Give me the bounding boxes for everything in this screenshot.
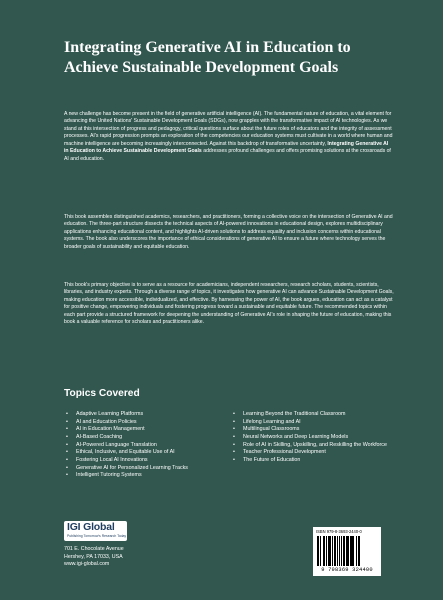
bullet-icon: • [66, 472, 68, 479]
publisher-website: www.igi-global.com [64, 561, 110, 568]
topic-label: AI in Education Management [76, 426, 145, 433]
bullet-icon: • [233, 433, 235, 440]
bullet-icon: • [233, 426, 235, 433]
topic-item [233, 442, 403, 450]
topic-label: Generative AI for Personalized Learning Tracks [76, 464, 188, 471]
description-paragraph-3 [64, 282, 394, 327]
topic-item [233, 419, 403, 427]
topic-label: Teacher Professional Development [243, 449, 326, 456]
bullet-icon: • [66, 433, 68, 440]
topic-item [66, 434, 228, 442]
description-paragraph-2 [64, 214, 394, 251]
topic-label: AI-Powered Language Translation [76, 441, 157, 448]
description-paragraph-1 [64, 111, 394, 163]
bullet-icon: • [233, 418, 235, 425]
address-line-2: Hershey, PA 17033, USA [64, 553, 123, 560]
description-text: This book's primary objective is to serve as a resource for academicians, independent researchers, research scholars, students, scientists, libraries, and industry experts. Through a diverse range of topics, it investigates how generative AI can advance Sustainable Development Goals, making education more accessible, individualized, and effective. By harnessing the power of AI, the book argues, education can act as a catalyst for positive change, empowering individuals and fostering progress toward a sustainable and equitable future. The recommended topics within each part provide a structured framework for deepening the understanding of Generative AI's role in shaping the future of education, making this book a valuable reference for scholars and practitioners alike. [64, 282, 394, 326]
address-line-1: 701 E. Chocolate Avenue [64, 546, 124, 552]
bullet-icon: • [66, 464, 68, 471]
bullet-icon: • [233, 411, 235, 417]
topic-label: Role of AI in Skilling, Upskilling, and Reskilling the Workforce [243, 441, 387, 448]
barcode-bar [360, 536, 361, 566]
topic-label: Adaptive Learning Platforms [76, 411, 144, 417]
barcode-icon [317, 536, 377, 566]
topics-list-right [233, 411, 403, 465]
topic-label: The Future of Education [243, 456, 301, 463]
publisher-logo [64, 521, 127, 541]
barcode-box [313, 527, 381, 576]
bullet-icon: • [233, 456, 235, 463]
bullet-icon: • [66, 411, 68, 417]
topic-label: AI and Education Policies [76, 418, 137, 425]
topic-item [66, 449, 228, 457]
topic-item [66, 426, 228, 434]
bullet-icon: • [66, 441, 68, 448]
topic-label: AI-Based Coaching [76, 433, 123, 440]
topic-item [66, 472, 228, 480]
publisher-logo-tagline: Publishing Tomorrow's Research Today [67, 533, 127, 538]
topic-label: Learning Beyond the Traditional Classroom [243, 411, 346, 417]
topic-item [233, 434, 403, 442]
description-text: This book assembles distinguished academics, researchers, and practitioners, forming a collective voice on the intersection of Generative AI and education. The three-part structure dissects the technical aspects of AI-powered innovations in educational design, explores multidisciplinary applications enhancing educational content, and highlights AI-driven solutions to address equality and inclusion concerns within educational systems. The book also underscores the importance of ethical considerations of generative AI to ensure a future where technology serves the broader goals of sustainability and equitable education. [64, 214, 393, 250]
barcode-digits: 9 798369 324400 [321, 567, 373, 573]
topic-label: Multilingual Classrooms [243, 426, 300, 433]
publisher-logo-text: IGI Global [67, 521, 115, 533]
bullet-icon: • [66, 418, 68, 425]
topics-list-left [66, 411, 228, 480]
topic-item [66, 411, 228, 419]
bullet-icon: • [233, 441, 235, 448]
bullet-icon: • [66, 456, 68, 463]
description-text: A new challenge has become present in the field of generative artificial intelligence (AI). The fundamental nature of education, a vital element for advancing the United Nations' Sustainable Development Goals (SDGs), now grapples with the transformative impact of AI technologies. As we stand at this intersection of progress and pedagogy, critical questions surface about the future roles of educators and the integrity of assessment processes. AI's rapid progression prompts an exploration of the competencies our education systems must cultivate in a world where human and machine intelligence are becoming increasingly interconnected. Against this backdrop of transformative uncertainty, [64, 111, 393, 147]
topic-item [66, 442, 228, 450]
bullet-icon: • [233, 449, 235, 456]
topic-label: Fostering Local AI Innovations [76, 456, 148, 463]
topic-item [233, 426, 403, 434]
bullet-icon: • [66, 426, 68, 433]
topics-heading: Topics Covered [64, 388, 140, 399]
topic-label: Neural Networks and Deep Learning Models [243, 433, 349, 440]
topic-label: Lifelong Learning and AI [243, 418, 301, 425]
topic-item [66, 465, 228, 473]
description-text: addresses profound challenges and offers promising solutions at the crossroads of AI and education. [64, 148, 391, 162]
topic-label: Ethical, Inclusive, and Equitable Use of AI [76, 449, 175, 456]
bullet-icon: • [66, 449, 68, 456]
book-title-inline: Integrating Generative AI in Education to Achieve Sustainable Development Goals [64, 140, 389, 155]
topic-item [233, 457, 403, 465]
topic-item [233, 449, 403, 457]
isbn-text: ISBN 979-8-3693-2440-0 [316, 529, 362, 534]
topic-label: Intelligent Tutoring Systems [76, 472, 142, 479]
topic-item [233, 411, 403, 419]
publisher-address [64, 546, 204, 569]
topic-item [66, 419, 228, 427]
topic-item [66, 457, 228, 465]
book-title: Integrating Generative AI in Education to Achieve Sustainable Development Goals [64, 39, 351, 76]
